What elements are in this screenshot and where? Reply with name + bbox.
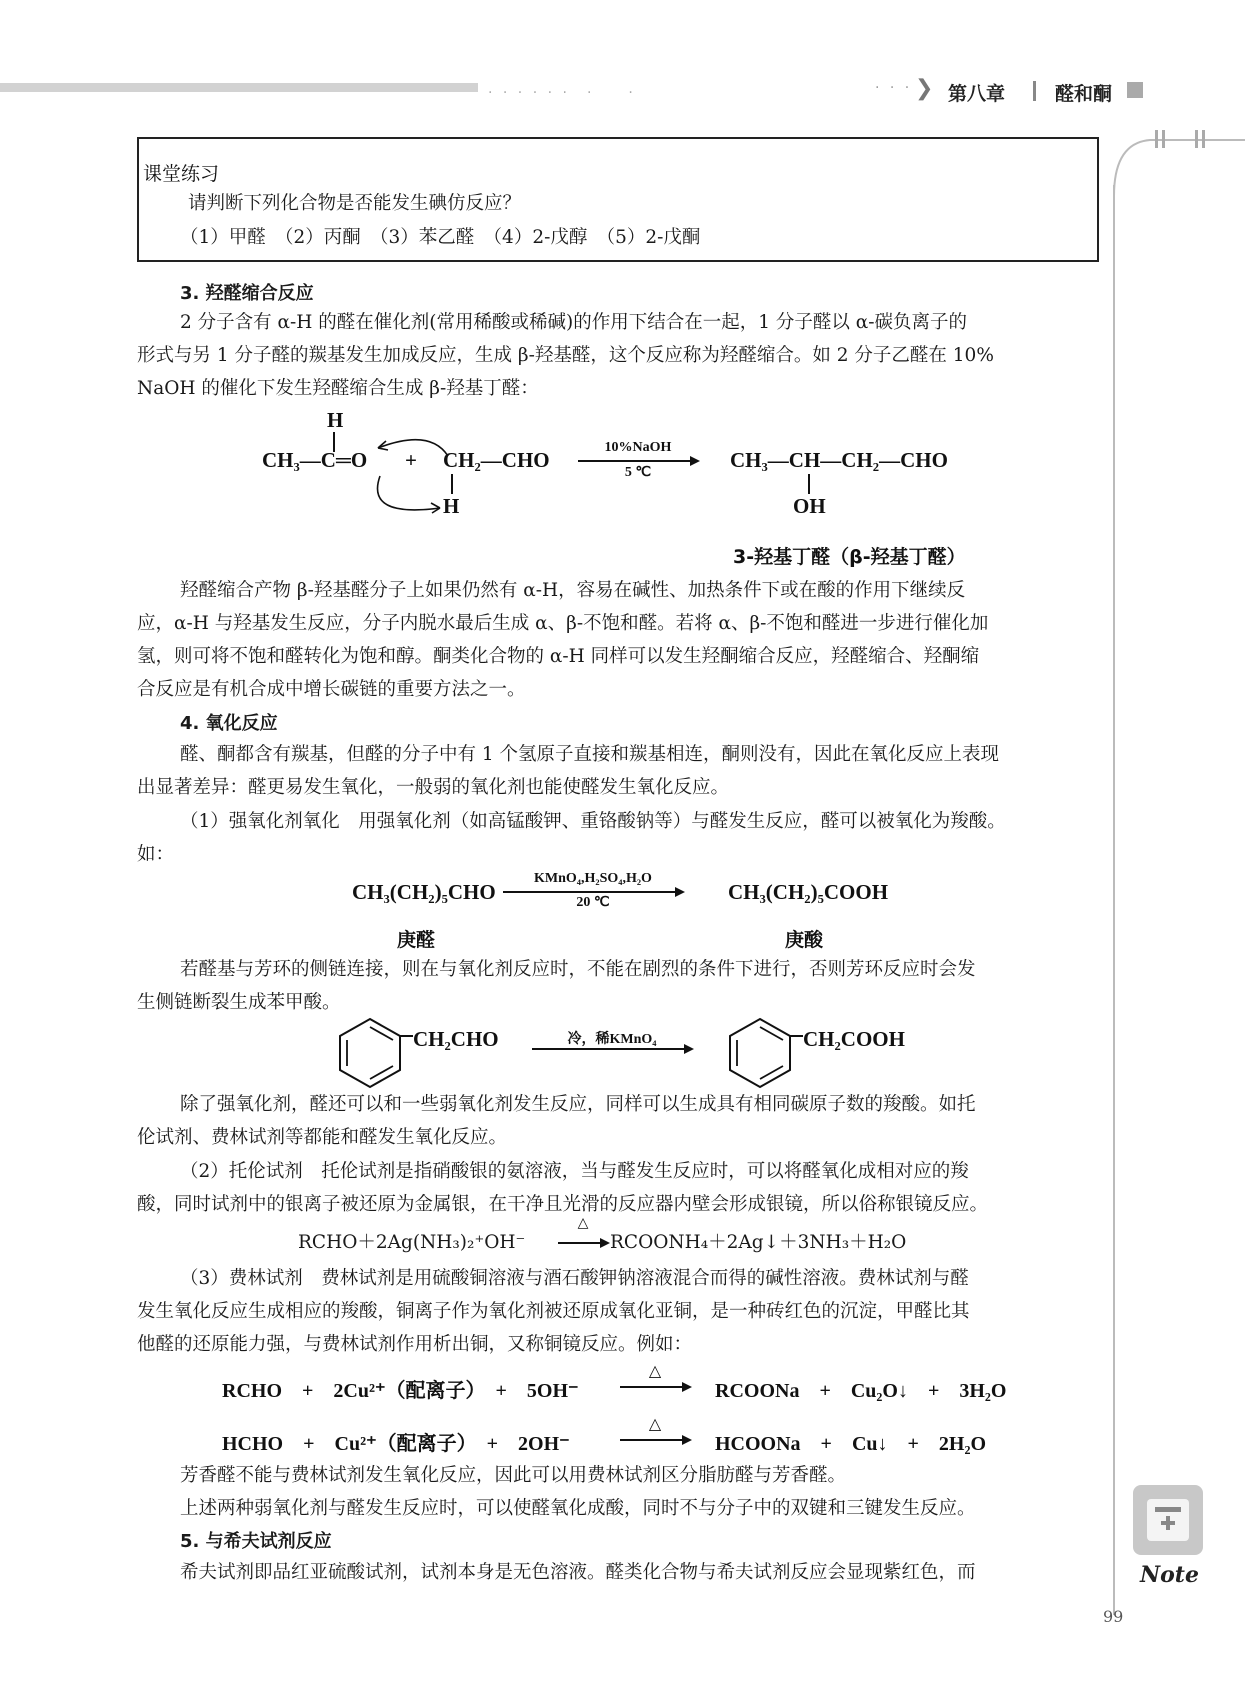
reaction-arrow xyxy=(532,1048,692,1050)
section-heading: 4. 氧化反应 xyxy=(180,713,278,734)
condition-catalyst: 10%NaOH xyxy=(604,440,672,455)
paragraph-line: （2）托伦试剂 托伦试剂是指硝酸银的氨溶液，当与醛发生反应时，可以将醛氧化成相对应的羧 xyxy=(180,1161,969,1182)
paragraph-line: 生侧链断裂生成苯甲酸。 xyxy=(137,992,341,1013)
note-icon xyxy=(1133,1485,1203,1555)
tollens-right: RCOONH₄＋2Ag↓＋3NH₃＋H₂O xyxy=(610,1232,907,1253)
heat-icon: △ xyxy=(577,1216,589,1231)
product-name: 庚酸 xyxy=(785,929,824,951)
product-hydroxybutanal: CH₃—CH—CH₂—CHO xyxy=(730,448,948,472)
paragraph-line: 除了强氧化剂，醛还可以和一些弱氧化剂发生反应，同样可以生成具有相同碳原子数的羧酸。如托 xyxy=(180,1094,976,1115)
paragraph-line: 羟醛缩合产物 β-羟基醛分子上如果仍然有 α-H，容易在碱性、加热条件下或在酸的作用下继续反 xyxy=(180,580,966,601)
header-dots-left: · · · · · · · · xyxy=(488,85,636,101)
paragraph-line: （3）费林试剂 费林试剂是用硫酸铜溶液与酒石酸钾钠溶液混合而得的碱性溶液。费林试剂与醛 xyxy=(180,1268,969,1289)
paragraph-line: 形式与另 1 分子醛的羰基发生加成反应，生成 β-羟基醛，这个反应称为羟醛缩合。如 2 分子乙醛在 10% xyxy=(137,345,994,366)
paragraph-line: 酸，同时试剂中的银离子被还原为金属银，在干净且光滑的反应器内壁会形成银镜，所以俗称银镜反应。 xyxy=(137,1194,989,1215)
header-separator xyxy=(1033,81,1036,101)
exercise-options: （1）甲醛 （2）丙酮 （3）苯乙醛 （4）2-戊醇 （5）2-戊酮 xyxy=(180,227,701,248)
heat-icon: △ xyxy=(648,1416,662,1433)
condition-oxidant: 冷，稀KMnO₄ xyxy=(567,1032,657,1047)
heat-icon: △ xyxy=(648,1363,662,1380)
paragraph-line: 合反应是有机合成中增长碳链的重要方法之一。 xyxy=(137,679,526,700)
chevron-right-icon: ❯ xyxy=(915,76,934,101)
reaction-arrow xyxy=(578,460,698,462)
fehling-left: RCHO + 2Cu²⁺（配离子） + 5OH⁻ xyxy=(222,1380,579,1402)
benzene-ring-icon xyxy=(335,1015,415,1095)
product-phenylacetic-acid: CH₂COOH xyxy=(803,1027,905,1051)
header-bar xyxy=(0,83,478,92)
benzene-ring-icon xyxy=(725,1015,805,1095)
electron-arrows xyxy=(370,418,480,528)
paragraph-line: 若醛基与芳环的侧链连接，则在与氧化剂反应时，不能在剧烈的条件下进行，否则芳环反应时会发 xyxy=(180,959,976,980)
product-heptanoic-acid: CH₃(CH₂)₅COOH xyxy=(728,880,889,904)
bond-line xyxy=(808,474,810,494)
reactant-heptanal: CH₃(CH₂)₅CHO xyxy=(352,880,496,904)
paragraph-line: 上述两种弱氧化剂与醛发生反应时，可以使醛氧化成酸，同时不与分子中的双键和三键发生反应。 xyxy=(180,1498,976,1519)
reactant-acetaldehyde-2: CH₂—CHO xyxy=(443,448,550,472)
paragraph-line: 伦试剂、费林试剂等都能和醛发生氧化反应。 xyxy=(137,1127,508,1148)
reaction-arrow xyxy=(620,1386,690,1388)
paragraph-line: 2 分子含有 α-H 的醛在催化剂(常用稀酸或稀碱)的作用下结合在一起，1 分子醛以 α-碳负离子的 xyxy=(180,312,968,333)
margin-line xyxy=(1113,185,1115,1615)
chapter-label: 第八章 xyxy=(948,83,1006,105)
reactant-acetaldehyde: CH₃—C═O xyxy=(262,448,368,472)
paragraph-line: 如： xyxy=(137,844,175,865)
paragraph-line: 发生氧化反应生成相应的羧酸，铜离子作为氧化剂被还原成氧化亚铜，是一种砖红色的沉淀，甲醛比其 xyxy=(137,1301,970,1322)
paragraph-line: 芳香醛不能与费林试剂发生氧化反应，因此可以用费林试剂区分脂肪醛与芳香醛。 xyxy=(180,1465,847,1486)
paragraph-line: 他醛的还原能力强，与费林试剂作用析出铜，又称铜镜反应。例如： xyxy=(137,1334,693,1355)
exercise-question: 请判断下列化合物是否能发生碘仿反应？ xyxy=(188,193,522,214)
reaction-arrow xyxy=(620,1439,690,1441)
chapter-title: 醛和酮 xyxy=(1055,83,1113,105)
paragraph-line: 应，α-H 与羟基发生反应，分子内脱水最后生成 α、β-不饱和醛。若将 α、β-不饱和醛进一步进行催化加 xyxy=(137,613,989,634)
section-heading: 5. 与希夫试剂反应 xyxy=(180,1531,332,1552)
paragraph-line: NaOH 的催化下发生羟醛缩合生成 β-羟基丁醛： xyxy=(137,378,539,399)
page-number: 99 xyxy=(1103,1607,1124,1626)
reactant-phenylacetaldehyde: CH₂CHO xyxy=(413,1027,499,1051)
formaldehyde-left: HCHO + Cu²⁺（配离子） + 2OH⁻ xyxy=(222,1433,570,1455)
h-atom-top: H xyxy=(327,408,344,432)
tollens-left: RCHO＋2Ag(NH₃)₂⁺OH⁻ xyxy=(298,1232,526,1253)
fehling-right: RCOONa + Cu₂O↓ + 3H₂O xyxy=(715,1380,1007,1402)
paragraph-line: 氢，则可将不饱和醛转化为饱和醇。酮类化合物的 α-H 同样可以发生羟酮缩合反应，羟醛缩合、羟酮缩 xyxy=(137,646,980,667)
plus-sign: + xyxy=(405,448,417,472)
paragraph-line: 希夫试剂即品红亚硫酸试剂，试剂本身是无色溶液。醛类化合物与希夫试剂反应会显现紫红色，而 xyxy=(180,1562,976,1583)
paragraph-line: 出显著差异：醛更易发生氧化，一般弱的氧化剂也能使醛发生氧化反应。 xyxy=(137,777,730,798)
exercise-title: 课堂练习 xyxy=(143,163,220,185)
note-label: Note xyxy=(1140,1562,1199,1588)
condition-temperature: 20 ℃ xyxy=(576,895,610,910)
header-square-icon xyxy=(1127,82,1143,98)
reactant-name: 庚醛 xyxy=(397,929,436,951)
paragraph-line: 醛、酮都含有羰基，但醛的分子中有 1 个氢原子直接和羰基相连，酮则没有，因此在氧化反应上表现 xyxy=(180,744,1000,765)
hydroxyl-group: OH xyxy=(793,494,826,518)
product-name: 3-羟基丁醛（β-羟基丁醛） xyxy=(733,546,966,568)
paragraph-line: （1）强氧化剂氧化 用强氧化剂（如高锰酸钾、重铬酸钠等）与醛发生反应，醛可以被氧化为羧酸。 xyxy=(180,811,1006,832)
h-atom-bottom: H xyxy=(443,494,460,518)
condition-temperature: 5 ℃ xyxy=(624,465,652,480)
section-heading: 3. 羟醛缩合反应 xyxy=(180,283,314,304)
reaction-arrow xyxy=(558,1242,608,1244)
header-dots-right: · · · xyxy=(875,80,913,96)
condition-oxidant: KMnO₄,H₂SO₄,H₂O xyxy=(534,871,652,886)
reaction-arrow xyxy=(503,891,683,893)
margin-corner-decoration xyxy=(1110,128,1245,198)
formaldehyde-right: HCOONa + Cu↓ + 2H₂O xyxy=(715,1433,987,1455)
